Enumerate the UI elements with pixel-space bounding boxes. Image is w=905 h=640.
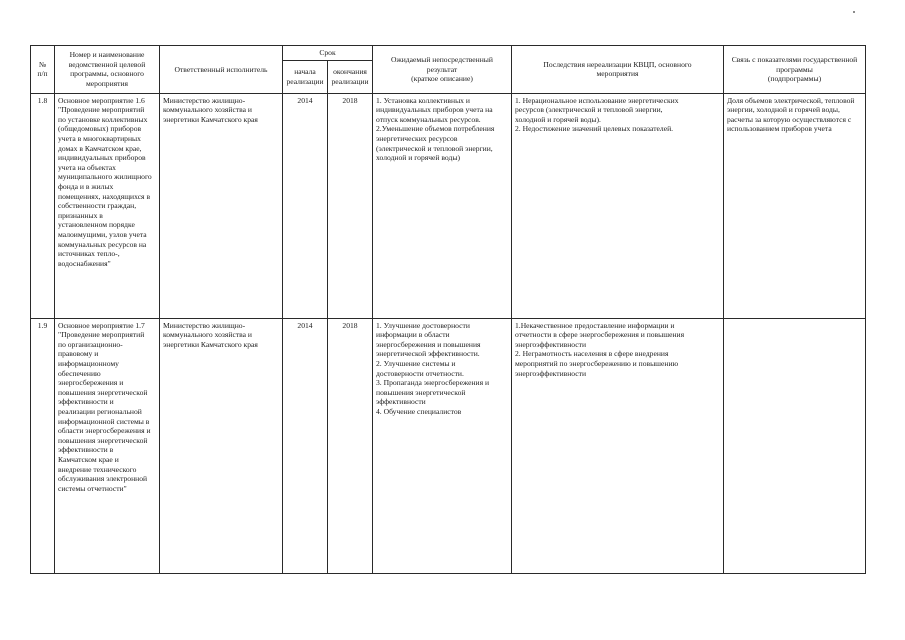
header-consequences: Последствия нереализации КВЦП, основного мероприятия — [512, 46, 724, 94]
header-executor: Ответственный исполнитель — [160, 46, 283, 94]
header-start: начала реализации — [283, 60, 328, 93]
header-name: Номер и наименование ведомственной целевой программы, основного мероприятия — [55, 46, 160, 94]
row-number: 1.9 — [31, 318, 55, 573]
consequences: 1. Нерациональное использование энергетических ресурсов (электрической и тепловой энергии, холодной и горячей воды). 2. Недостижение значений целевых показателей. — [512, 93, 724, 318]
indicator-link: Доля объемов электрической, тепловой энергии, холодной и горячей воды, расчеты за которую осуществляются с использованием приборов учета — [724, 93, 866, 318]
scan-speck — [853, 11, 855, 13]
activity-name: Основное мероприятие 1.7 "Проведение мероприятий по организационно- правовому и информационному обеспечению энергосбережения и повышения энергетической эффективности и реализации региональной информационной системы в области энергосбережения и повышения энергетической эффективности в Камчатском крае и внедрение технического обслуживания электронной системы отчетности" — [55, 318, 160, 573]
row-number: 1.8 — [31, 93, 55, 318]
executor: Министерство жилищно- коммунального хозяйства и энергетики Камчатского края — [160, 318, 283, 573]
start-year: 2014 — [283, 318, 328, 573]
consequences: 1.Некачественное предоставление информации и отчетности в сфере энергосбережения и повышения энергоэффективности 2. Неграмотность населения в сфере внедрения мероприятий по энергосбережению и повышению энергоэффективности — [512, 318, 724, 573]
end-year: 2018 — [328, 318, 373, 573]
expected-result: 1. Улучшение достоверности информации в области энергосбережения и повышения энергетической эффективности. 2. Улучшение системы и достоверности отчетности. 3. Пропаганда энергосбережения и повышения энергетической эффективности 4. Обучение специалистов — [373, 318, 512, 573]
expected-result: 1. Установка коллективных и индивидуальных приборов учета на отпуск коммунальных ресурсов. 2.Уменьшение объемов потребления энергетических ресурсов (электрической и тепловой энергии, холодной и горячей воды) — [373, 93, 512, 318]
header-end: окончания реализации — [328, 60, 373, 93]
table-row — [31, 93, 866, 318]
end-year: 2018 — [328, 93, 373, 318]
header-result: Ожидаемый непосредственный результат (краткое описание) — [373, 46, 512, 94]
table-row — [31, 318, 866, 573]
activity-name: Основное мероприятие 1.6 "Проведение мероприятий по установке коллективных (общедомовых) приборов учета в многоквартирных домах в Камчатском крае, индивидуальных приборов учета на объектах муниципального жилищного фонда и в жилых помещениях, находящихся в собственности граждан, признанных в установленном порядке малоимущими, узлов учета коммунальных ресурсов на источниках тепло-, водоснабжения" — [55, 93, 160, 318]
header-link: Связь с показателями государственной программы (подпрограммы) — [724, 46, 866, 94]
header-row-1 — [31, 46, 866, 61]
executor: Министерство жилищно- коммунального хозяйства и энергетики Камчатского края — [160, 93, 283, 318]
header-term: Срок — [283, 46, 373, 61]
indicator-link — [724, 318, 866, 573]
start-year: 2014 — [283, 93, 328, 318]
header-num: № п/п — [31, 46, 55, 94]
program-activities-table — [30, 45, 866, 574]
